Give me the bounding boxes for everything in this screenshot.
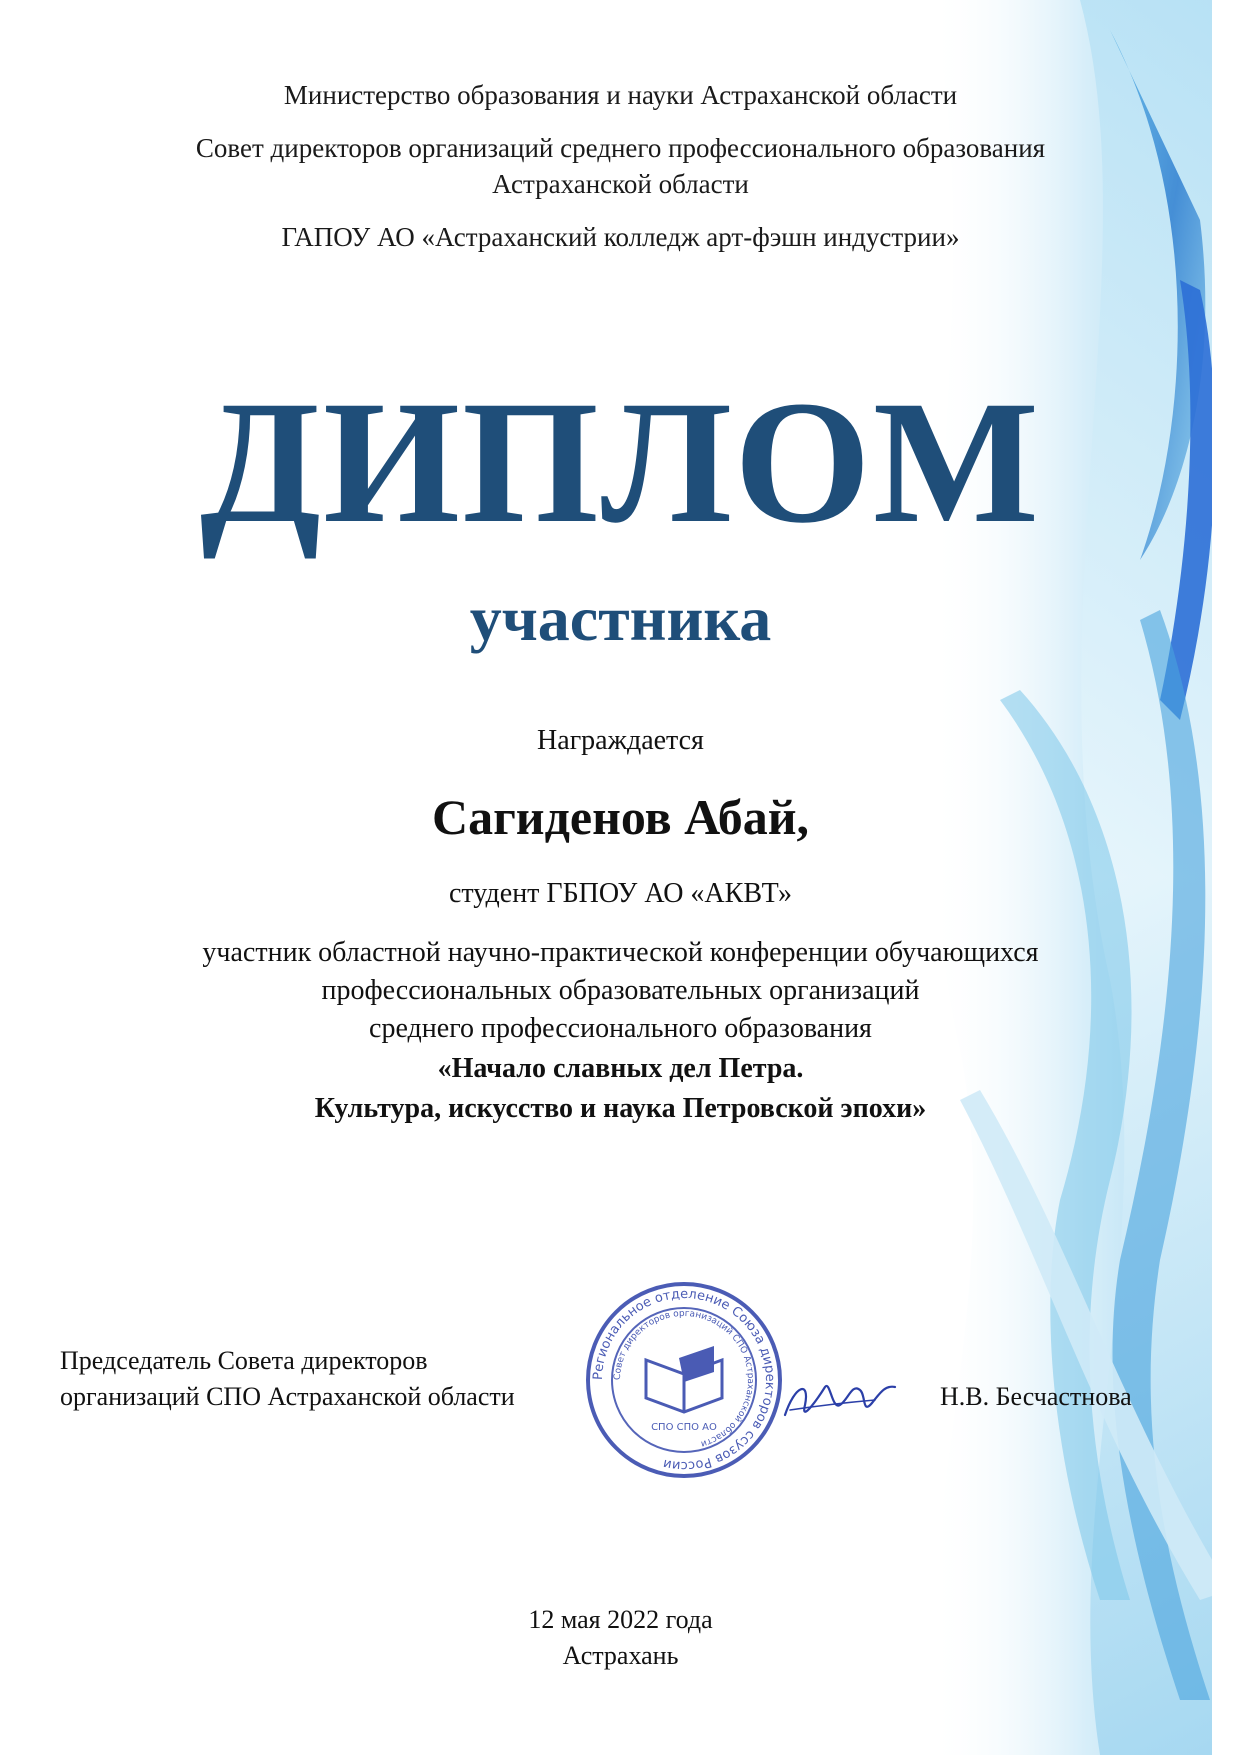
- description-line3: среднего профессионального образования: [369, 1013, 872, 1044]
- stamp-center-text: СПО СПО АО: [651, 1422, 717, 1433]
- diploma-title: ДИПЛОМ: [199, 365, 1042, 560]
- handwritten-signature: [780, 1365, 900, 1435]
- issue-date: 12 мая 2022 года: [528, 1605, 713, 1634]
- signer-name: Н.В. Бесчастнова: [940, 1382, 1132, 1411]
- awarded-label: Награждается: [537, 725, 704, 756]
- diploma-subtitle: участника: [469, 583, 772, 654]
- recipient-name: Сагиденов Абай,: [431, 789, 810, 845]
- event-title-line2: Культура, искусство и наука Петровской эпохи»: [314, 1093, 927, 1124]
- ministry-name: Министерство образования и науки Астраханской области: [283, 80, 958, 110]
- council-name-line1: Совет директоров организаций среднего профессионального образования: [195, 133, 1046, 163]
- book-emblem-icon: [646, 1346, 722, 1412]
- stamp-inner-text: Совет директоров организаций СПО Астраханской области: [612, 1308, 756, 1449]
- college-name: ГАПОУ АО «Астраханский колледж арт-фэшн индустрии»: [281, 222, 960, 252]
- stamp-outer-text: Региональное отделение Союза директоров ссузов России: [590, 1286, 778, 1474]
- issue-city: Астрахань: [562, 1641, 679, 1670]
- council-name-line2: Астраханской области: [492, 169, 749, 199]
- signer-position-line1: Председатель Совета директоров: [60, 1346, 428, 1375]
- recipient-status: студент ГБПОУ АО «АКВТ»: [448, 878, 792, 909]
- description-line2: профессиональных образовательных организаций: [321, 975, 920, 1006]
- signer-position-line2: организаций СПО Астраханской области: [60, 1382, 515, 1411]
- official-stamp: [584, 1280, 784, 1480]
- event-title-line1: «Начало славных дел Петра.: [437, 1053, 804, 1084]
- description-line1: участник областной научно-практической конференции обучающихся: [202, 937, 1039, 968]
